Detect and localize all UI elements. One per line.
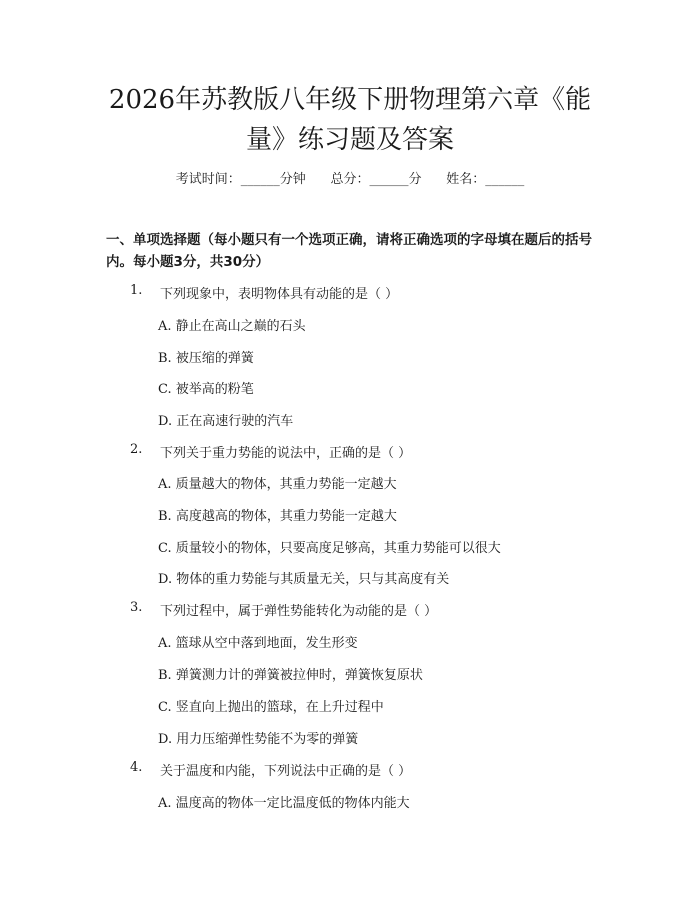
- option-text: A. 温度高的物体一定比温度低的物体内能大: [158, 796, 410, 811]
- option-text: B. 弹簧测力计的弹簧被拉伸时，弹簧恢复原状: [158, 668, 423, 683]
- option-text: B. 被压缩的弹簧: [158, 351, 254, 366]
- option-text: A. 篮球从空中落到地面，发生形变: [158, 636, 358, 651]
- question-text: 关于温度和内能，下列说法中正确的是（ ）: [160, 764, 412, 779]
- option-text: D. 用力压缩弹性势能不为零的弹簧: [158, 732, 359, 747]
- title-line-2: 量》练习题及答案: [245, 125, 454, 155]
- option-text: D. 正在高速行驶的汽车: [158, 414, 294, 429]
- option-text: D. 物体的重力势能与其质量无关，只与其高度有关: [158, 572, 450, 587]
- question-number: 4.: [130, 760, 143, 775]
- option-text: B. 高度越高的物体，其重力势能一定越大: [158, 509, 397, 524]
- document-title: [70, 80, 630, 160]
- question-text: 下列现象中，表明物体具有动能的是（ ）: [160, 287, 399, 302]
- question-text: 下列过程中，属于弹性势能转化为动能的是（ ）: [160, 604, 438, 619]
- question-number: 3.: [130, 600, 143, 615]
- title-line-1: 2026年苏教版八年级下册物理第六章《能: [108, 85, 592, 115]
- option-text: A. 质量越大的物体，其重力势能一定越大: [158, 477, 397, 492]
- option-text: C. 竖直向上抛出的篮球，在上升过程中: [158, 700, 384, 715]
- option-text: C. 质量较小的物体，只要高度足够高，其重力势能可以很大: [158, 541, 501, 556]
- option-text: A. 静止在高山之巅的石头: [158, 319, 306, 334]
- question-number: 1.: [130, 283, 143, 298]
- question-number: 2.: [130, 442, 143, 457]
- option-text: C. 被举高的粉笔: [158, 382, 254, 397]
- exam-info-line: 考试时间：______分钟 总分：______分 姓名：______: [175, 172, 525, 187]
- question-text: 下列关于重力势能的说法中，正确的是（ ）: [160, 446, 412, 461]
- section-heading: 一、单项选择题（每小题只有一个选项正确，请将正确选项的字母填在题后的括号内。每小题3分，共30分）: [106, 232, 592, 270]
